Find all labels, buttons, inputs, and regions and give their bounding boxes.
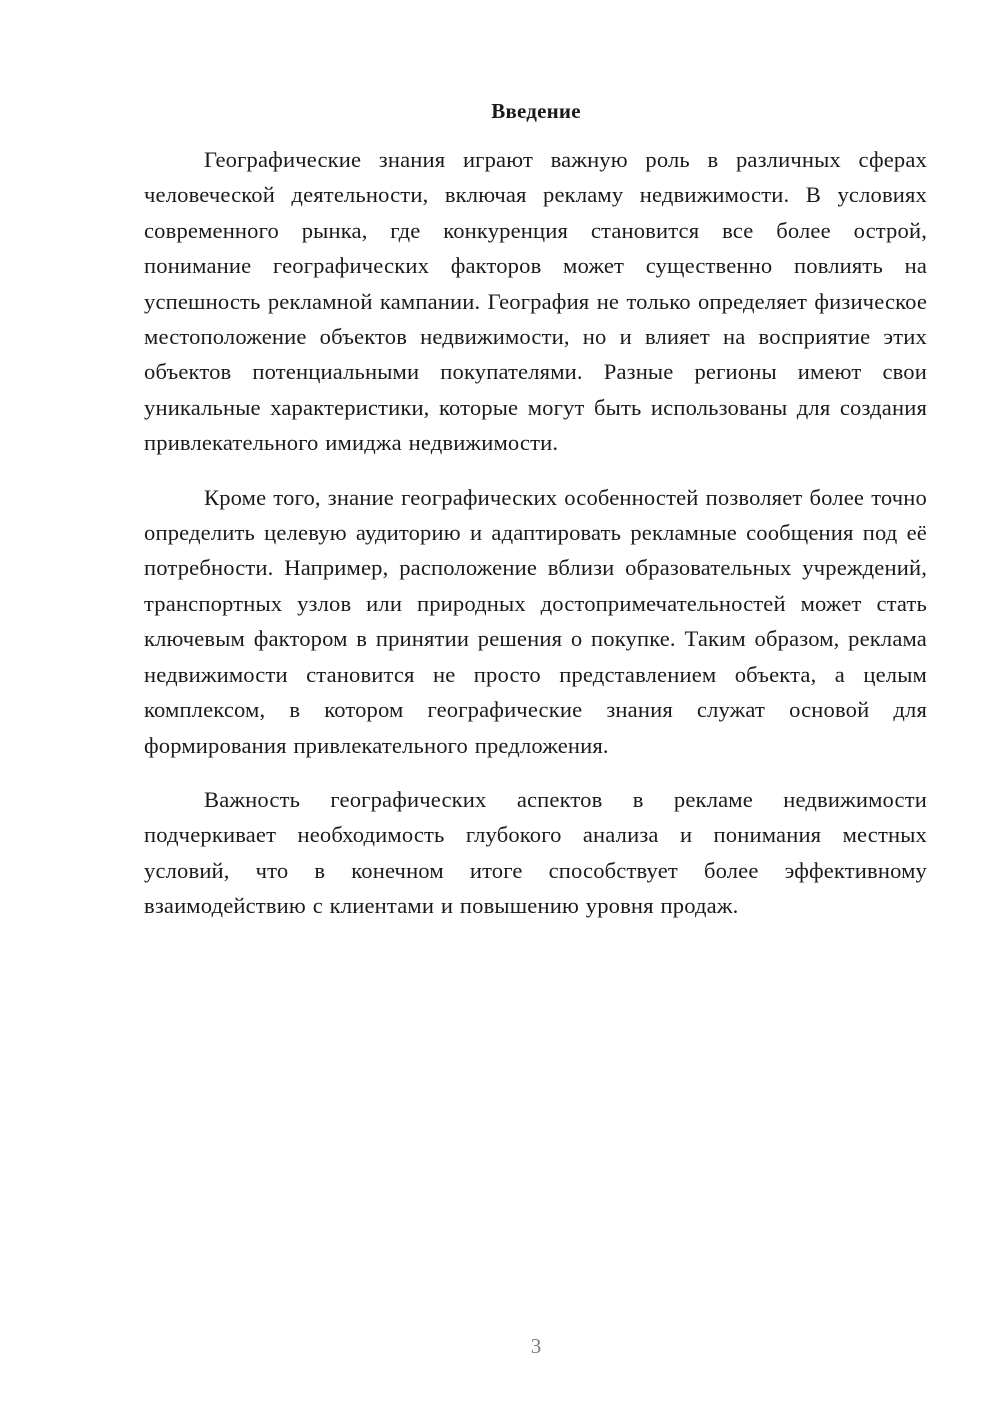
paragraph-2: Кроме того, знание географических особенностей позволяет более точно определить целевую аудиторию и адаптировать рекламные сообщения под её потребности. Например, расположение вблизи образовательных учреждений, транспортных узлов или природных достопримечательностей может стать ключевым фактором в принятии решения о покупке. Таким образом, реклама недвижимости становится не просто представлением объекта, а целым комплексом, в котором географические знания служат основой для формирования привлекательного предложения. — [144, 484, 927, 758]
section-title: Введение — [491, 99, 581, 123]
paragraph-3: Важность географических аспектов в рекламе недвижимости подчеркивает необходимость глубокого анализа и понимания местных условий, что в конечном итоге способствует более эффективному взаимодействию с клиентами и повышению уровня продаж. — [144, 786, 927, 919]
page-number: 3 — [530, 1334, 542, 1358]
paragraph-1: Географические знания играют важную роль в различных сферах человеческой деятельности, включая рекламу недвижимости. В условиях современного рынка, где конкуренция становится все более острой, понимание географических факторов может существенно повлиять на успешность рекламной кампании. География не только определяет физическое местоположение объектов недвижимости, но и влияет на восприятие этих объектов потенциальными покупателями. Разные регионы имеют свои уникальные характеристики, которые могут быть использованы для создания привлекательного имиджа недвижимости. — [144, 147, 927, 456]
body-text — [144, 142, 927, 943]
